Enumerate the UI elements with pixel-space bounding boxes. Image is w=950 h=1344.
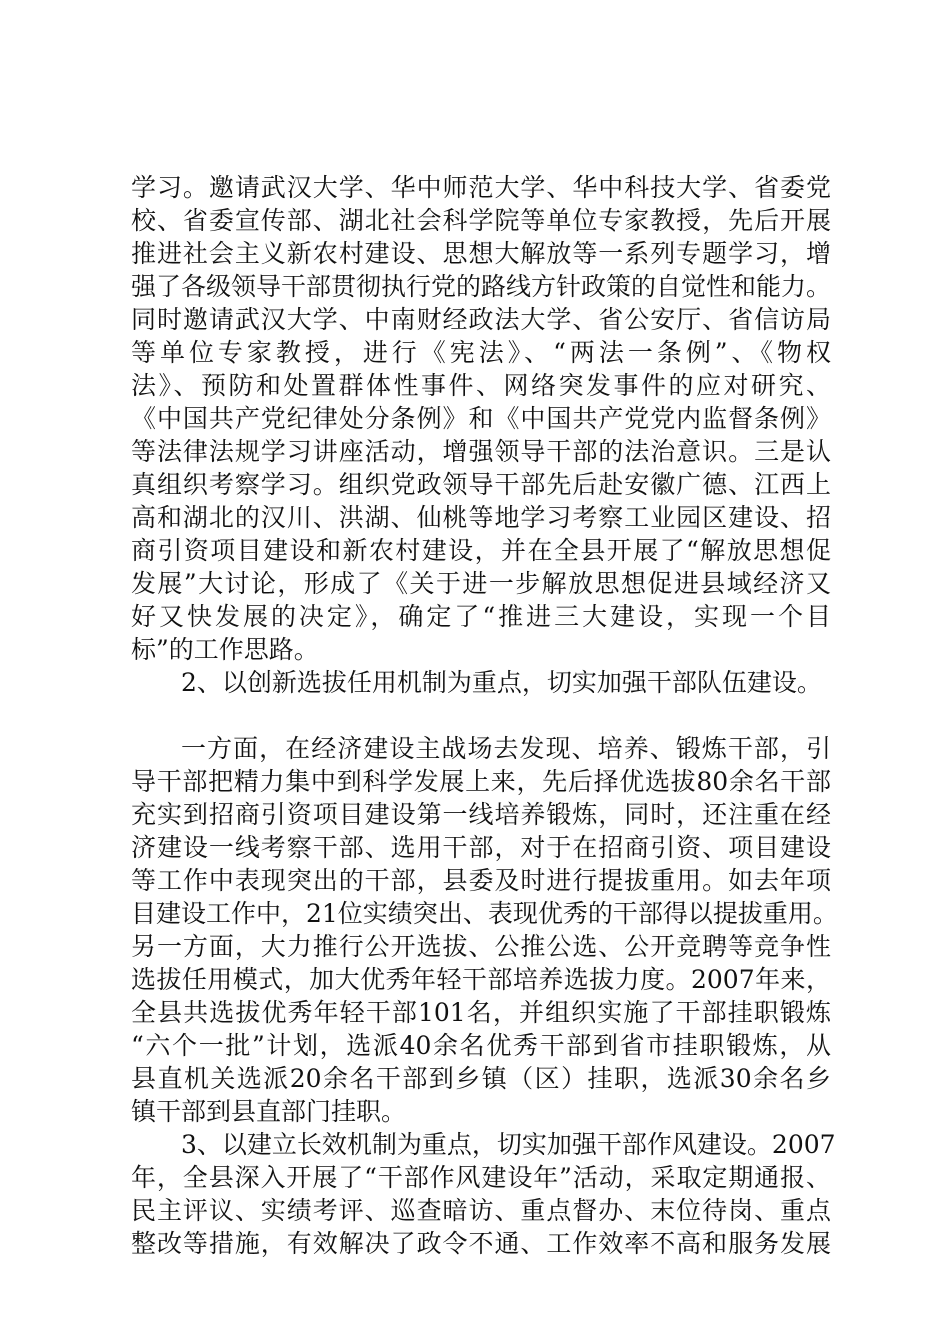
text-line: 强了各级领导干部贯彻执行党的路线方针政策的自觉性和能力。	[131, 272, 832, 301]
text-line: 同时邀请武汉大学、中南财经政法大学、省公安厅、省信访局	[131, 305, 831, 334]
document-page	[131, 171, 838, 1260]
text-line: 济建设一线考察干部、选用干部，对于在招商引资、项目建设	[131, 833, 831, 862]
text-line: 等工作中表现突出的干部，县委及时进行提拔重用。如去年项	[131, 866, 831, 895]
blank-line	[131, 699, 831, 732]
text-line: 法》、预防和处置群体性事件、网络突发事件的应对研究、	[131, 371, 831, 400]
text-line: 《中国共产党纪律处分条例》和《中国共产党党内监督条例》	[131, 404, 831, 433]
text-line: 校、省委宣传部、湖北社会科学院等单位专家教授，先后开展	[131, 206, 831, 235]
paragraph-3	[131, 1128, 836, 1260]
text-line: 全县共选拔优秀年轻干部101名，并组织实施了干部挂职锻炼	[131, 998, 831, 1027]
text-line: 标”的工作思路。	[131, 635, 319, 664]
text-line: 3、以建立长效机制为重点，切实加强干部作风建设。2007	[181, 1130, 836, 1159]
text-line: 导干部把精力集中到科学发展上来，先后择优选拔80余名干部	[131, 767, 831, 796]
text-line: 学习。邀请武汉大学、华中师范大学、华中科技大学、省委党	[131, 173, 831, 202]
text-line: 等单位专家教授，进行《宪法》、“两法一条例”、《物权	[131, 338, 831, 367]
section-heading-2: 2、以创新选拔任用机制为重点，切实加强干部队伍建设。	[181, 668, 822, 697]
text-line: 真组织考察学习。组织党政领导干部先后赴安徽广德、江西上	[131, 470, 831, 499]
text-line: 年，全县深入开展了“干部作风建设年”活动，采取定期通报、	[131, 1163, 831, 1192]
text-line: 等法律法规学习讲座活动，增强领导干部的法治意识。三是认	[131, 437, 831, 466]
text-line: 整改等措施，有效解决了政令不通、工作效率不高和服务发展	[131, 1229, 831, 1258]
text-line: 推进社会主义新农村建设、思想大解放等一系列专题学习，增	[131, 239, 831, 268]
text-line: 商引资项目建设和新农村建设，并在全县开展了“解放思想促	[131, 536, 831, 565]
text-line: 充实到招商引资项目建设第一线培养锻炼，同时，还注重在经	[131, 800, 831, 829]
text-line: 民主评议、实绩考评、巡查暗访、重点督办、末位待岗、重点	[131, 1196, 831, 1225]
text-line: 一方面，在经济建设主战场去发现、培养、锻炼干部，引	[181, 734, 831, 763]
text-line: “六个一批”计划，选派40余名优秀干部到省市挂职锻炼，从	[131, 1031, 831, 1060]
text-line: 高和湖北的汉川、洪湖、仙桃等地学习考察工业园区建设、招	[131, 503, 831, 532]
text-line: 选拔任用模式，加大优秀年轻干部培养选拔力度。2007年来，	[131, 965, 831, 994]
text-line: 镇干部到县直部门挂职。	[131, 1097, 407, 1126]
text-line: 目建设工作中，21位实绩突出、表现优秀的干部得以提拔重用。	[131, 899, 838, 928]
text-line: 县直机关选派20余名干部到乡镇（区）挂职，选派30余名乡	[131, 1064, 831, 1093]
text-line: 另一方面，大力推行公开选拔、公推公选、公开竞聘等竞争性	[131, 932, 831, 961]
text-line: 发展”大讨论，形成了《关于进一步解放思想促进县域经济又	[131, 569, 831, 598]
paragraph-1	[131, 171, 831, 666]
paragraph-2	[131, 732, 838, 1128]
text-line: 好又快发展的决定》，确定了“推进三大建设，实现一个目	[131, 602, 831, 631]
